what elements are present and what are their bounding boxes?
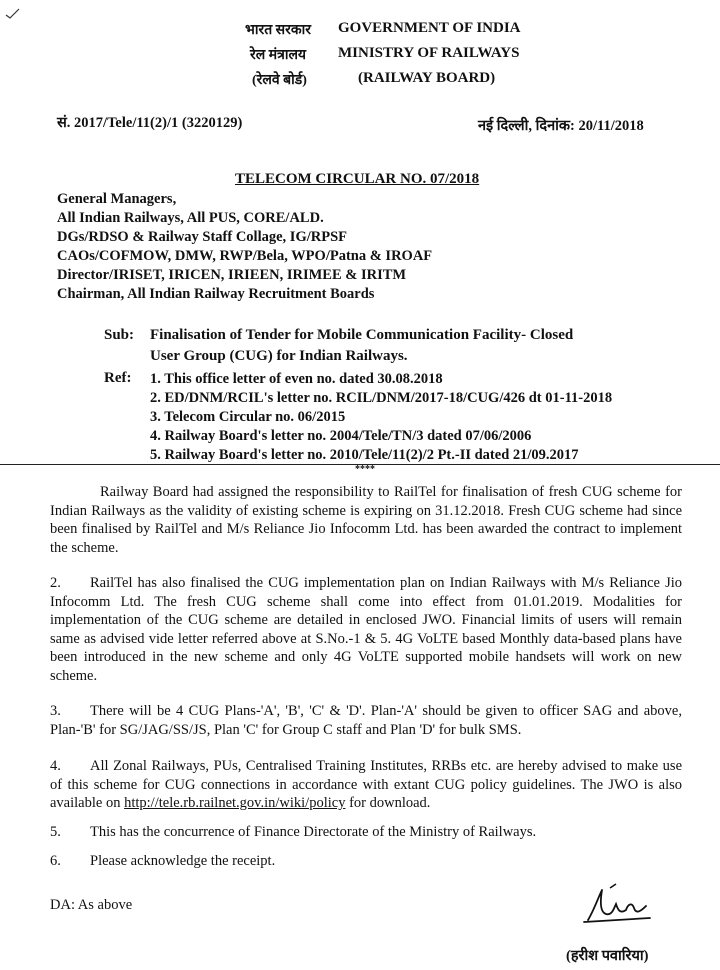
header-hindi-line-2: रेल मंत्रालय <box>250 48 307 63</box>
addressee-line: General Managers, <box>57 191 177 207</box>
reference-item: 4. Railway Board's letter no. 2004/Tele/TN/3 dated 07/06/2006 <box>150 428 532 444</box>
paragraph-3-text: There will be 4 CUG Plans-'A', 'B', 'C' & 'D'. Plan-'A' should be given to officer SAG and above, Plan-'B' for SG/JAG/SS/JS, Plan 'C' for Group C staff and Plan 'D' for bulk SMS. <box>50 703 682 738</box>
paragraph-4 <box>50 757 682 813</box>
paragraph-1-text: Railway Board had assigned the responsibility to RailTel for finalisation of fresh CUG scheme for Indian Railways as the validity of existing scheme is expiring on 31.12.2018. Fresh CUG scheme had since been finalised by RailTel and M/s Reliance Jio Infocomm Ltd. has been awarded the contract to implement the scheme. <box>50 484 682 556</box>
letter-date: नई दिल्ली, दिनांक: 20/11/2018 <box>478 118 644 134</box>
paragraph-number: 5. <box>50 824 61 840</box>
header-english-line-3: (RAILWAY BOARD) <box>358 70 496 86</box>
paragraph-2-text: RailTel has also finalised the CUG implementation plan on Indian Railways with M/s Reliance Jio Infocomm Ltd. The fresh CUG scheme shall come into effect from 01.01.2019. Modalities for implementation of the CUG scheme are detailed in enclosed JWO. Financial limits of users will remain same as advised vide letter referred above at S.No.-1 & 5. 4G VoLTE based Monthly data-based plans have been introduced in the new scheme and only 4G VoLTE supported mobile handsets will work on new scheme. <box>50 575 682 684</box>
subject-label: Sub: <box>104 327 135 343</box>
header-english-line-2: MINISTRY OF RAILWAYS <box>338 45 520 61</box>
paragraph-2 <box>50 574 682 685</box>
header-hindi-line-1: भारत सरकार <box>245 23 311 38</box>
subject-line-1: Finalisation of Tender for Mobile Communication Facility- Closed <box>150 327 574 343</box>
separator-stars: **** <box>355 464 375 475</box>
reference-item: 5. Railway Board's letter no. 2010/Tele/11(2)/2 Pt.-II dated 21/09.2017 <box>150 447 579 463</box>
paragraph-6 <box>50 852 682 871</box>
paragraph-number: 3. <box>50 703 61 719</box>
reference-item: 3. Telecom Circular no. 06/2015 <box>150 409 346 425</box>
paragraph-6-text: Please acknowledge the receipt. <box>90 853 276 869</box>
enclosure-note: DA: As above <box>50 897 133 913</box>
reference-item: 2. ED/DNM/RCIL's letter no. RCIL/DNM/2017-18/CUG/426 dt 01-11-2018 <box>150 390 613 406</box>
tick-mark-icon <box>4 6 22 20</box>
reference-item: 1. This office letter of even no. dated 30.08.2018 <box>150 371 443 387</box>
signatory-name: (हरीश पवारिया) <box>566 948 649 964</box>
paragraph-4-text-end: for download. <box>345 795 431 811</box>
signature-icon <box>580 880 660 930</box>
paragraph-number: 2. <box>50 575 61 591</box>
circular-title: TELECOM CIRCULAR NO. 07/2018 <box>235 171 480 187</box>
paragraph-5-text: This has the concurrence of Finance Directorate of the Ministry of Railways. <box>90 824 537 840</box>
header-hindi-line-3: (रेलवे बोर्ड) <box>252 73 307 88</box>
paragraph-number: 6. <box>50 853 61 869</box>
subject-line-2: User Group (CUG) for Indian Railways. <box>150 348 408 364</box>
paragraph-5 <box>50 823 682 842</box>
header-english-line-1: GOVERNMENT OF INDIA <box>338 20 521 36</box>
jwo-policy-link[interactable]: http://tele.rb.railnet.gov.in/wiki/policy <box>124 795 346 811</box>
addressee-line: Chairman, All Indian Railway Recruitment Boards <box>57 286 375 302</box>
addressee-line: All Indian Railways, All PUS, CORE/ALD. <box>57 210 324 226</box>
references-label: Ref: <box>104 370 132 386</box>
paragraph-number: 4. <box>50 758 61 774</box>
reference-number: सं. 2017/Tele/11(2)/1 (3220129) <box>57 115 243 131</box>
paragraph-1 <box>50 483 682 557</box>
addressee-line: CAOs/COFMOW, DMW, RWP/Bela, WPO/Patna & IROAF <box>57 248 433 264</box>
addressee-line: DGs/RDSO & Railway Staff Collage, IG/RPSF <box>57 229 347 245</box>
addressee-line: Director/IRISET, IRICEN, IRIEEN, IRIMEE & IRITM <box>57 267 407 283</box>
paragraph-4-text: All Zonal Railways, PUs, Centralised Training Institutes, RRBs etc. are hereby advised to make use of this scheme for CUG connections in accordance with extant CUG policy guidelines. The JWO is also available on <box>50 758 682 811</box>
paragraph-3 <box>50 702 682 739</box>
